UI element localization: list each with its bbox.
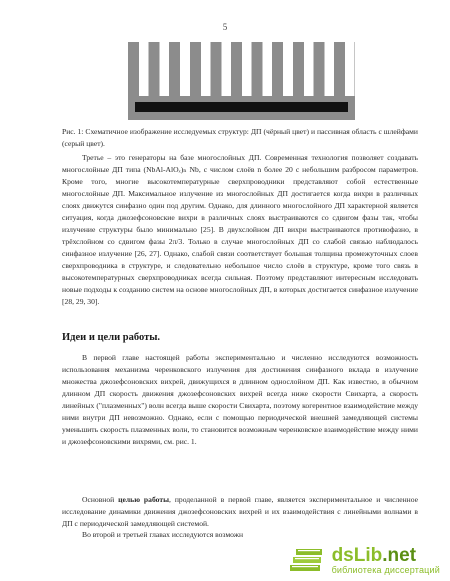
watermark-tld: .net: [382, 545, 417, 566]
paragraph-next-chapters: Во второй и третьей главах исследуются возможн: [82, 530, 244, 539]
goal-rest: , проделанной в первой главе, является экспериментальное и численное исследование динамики движения джозефсоновских вихрей и их взаимодействия с линейными волнами в ДП с периодической замедляющей системой.: [62, 495, 419, 528]
section-heading: Идеи и цели работы.: [62, 332, 161, 343]
goal-prefix: Основной: [82, 495, 119, 504]
watermark-brand: [332, 546, 416, 565]
passive-region-shunts: [128, 42, 355, 96]
page-number: 5: [222, 22, 228, 32]
josephson-junction-strip: [135, 102, 348, 112]
book-stack-icon: [286, 543, 328, 575]
figure-junction-schematic: [128, 42, 355, 120]
dslib-watermark[interactable]: [286, 543, 440, 575]
watermark-brand-name: dsLib: [331, 545, 383, 566]
figure-caption: Рис. 1: Схематичное изображение исследуемых структур: ДП (чёрный цвет) и пассивная область с шлейфами (серый цвет).: [62, 127, 418, 148]
paragraph-multilayer: Третье – это генераторы на базе многослойных ДП. Современная технология позволяет создавать многослойные ДП типа (NbAl-AlOₓ)ₙ Nb, с числом слоёв n более 20 с небольшим разбросом параметров. Кроме того, многие высокотемпературные сверхпроводники представляют собой естественные многослойные ДП. Максимальное излучение из многослойных ДП достигается когда вихри в различных слоях движутся синфазно один под другим. Однако, для длинного многослойного ДП характерной является ситуация, когда джозефсоновские вихри в различных слоях выстраиваются со сдвигом фазы так, чтобы излучение структуры было минимально [25]. В двухслойном ДП вихри выстраиваются противофазно, в трёхслойном со сдвигом фазы 2π/3. Только в случае многослойных ДП со слабой связью наблюдалось синфазное излучение [26, 27]. Однако, слабой связи соответствует большая толщина промежуточных слоев сверхпроводника в структуре, и следовательно небольшое число слоёв в структуре, кроме того связь в высокотемпературных сверхпроводниках всегда сильная. Поэтому представляют интересным исследовать новые подходы к созданию систем на основе многослойных ДП, в которых достигается синфазное излучение [28, 29, 30].: [62, 153, 418, 306]
paragraph-goal: [62, 494, 418, 530]
watermark-subtitle: библиотека диссертаций: [331, 565, 440, 575]
goal-emphasis: целью работы: [118, 495, 170, 504]
paragraph-first-chapter: В первой главе настоящей работы экспериментально и численно исследуются возможность использования механизма черенковского излучения для достижения синфазного вклада в излучение множества джозефсоновских вихрей, движущихся в длинном однослойном ДП. Как известно, в обычном длинном ДП скорость движения джозефсоновских вихрей всегда ниже скорости Свихарта, а скорость линейных ("плазменных") волн всегда выше скорости Свихарта, поэтому когерентное взаимодействие между ними внутри ДП невозможно. Однако, если с помощью периодической внешней замедляющей системы уменьшить скорость плазменных волн, то становится возможным черенковское взаимодействие между ними и джозефсоновскими вихрями, см. рис. 1.: [62, 353, 418, 446]
